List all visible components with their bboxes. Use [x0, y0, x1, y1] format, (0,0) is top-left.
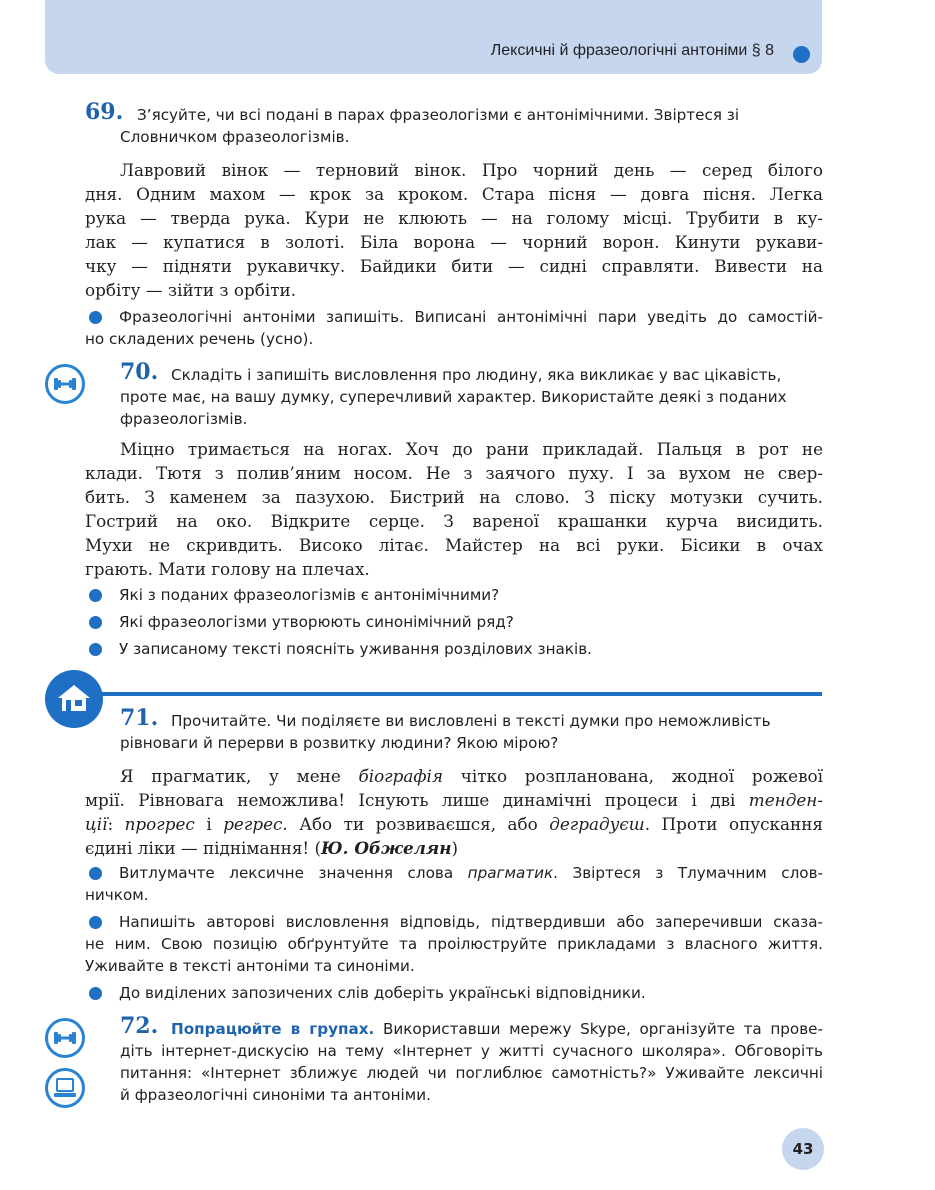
- prompt-line: діть інтернет-дискусію на тему «Інтернет у житті сучасного школяра». Обговоріть: [120, 1042, 823, 1060]
- text-span: чітко розпланована, жодної рожевої: [443, 766, 824, 786]
- bullet-line: Напишіть авторові висловлення відповідь, підтвердивши або заперечивши сказа-: [119, 913, 823, 931]
- text-line: Лавровий вінок — терновий вінок. Про чорний день — серед білого: [120, 160, 823, 180]
- bullet-line: У записаному тексті поясніть уживання розділових знаків.: [119, 640, 592, 658]
- text-span: і: [194, 814, 224, 834]
- highlighted-word: біографія: [358, 766, 444, 786]
- dumbbell-icon: [45, 364, 85, 404]
- highlighted-word: прагматик: [467, 864, 554, 882]
- page-number: 43: [782, 1128, 824, 1170]
- prompt-line: Словничком фразеологізмів.: [120, 128, 350, 146]
- group-work-label: Попрацюйте в групах.: [171, 1020, 375, 1038]
- text-line: Мухи не скривдить. Високо літає. Майстер на всі руки. Бісики в очах: [85, 535, 823, 555]
- text-span: Витлумачте лексичне значення слова: [119, 864, 468, 882]
- text-span: ): [451, 838, 459, 858]
- text-line: бить. З каменем за пазухою. Бистрий на слово. З піску мотузки сучить.: [85, 487, 823, 507]
- section-divider: [98, 692, 822, 696]
- bullet-line: [119, 862, 823, 884]
- bullet-line: Які фразеологізми утворюють синонімічний ряд?: [119, 613, 514, 631]
- highlighted-word: ції: [85, 814, 108, 834]
- text-span: мрії. Рівновага неможлива! Існують лише динамічні процеси і дві: [85, 790, 749, 810]
- bullet-icon: [89, 311, 102, 324]
- task-69-prompt: [85, 99, 823, 148]
- task-71-text: [85, 764, 823, 860]
- text-line: чку — підняти рукавичку. Байдики бити — сидні справляти. Вивести на: [85, 256, 823, 276]
- header-dot-icon: [793, 46, 810, 63]
- highlighted-word: прогрес: [124, 814, 195, 834]
- text-line: [85, 812, 823, 836]
- task-69-text-cont: [85, 182, 823, 302]
- bullet-line: До виділених запозичених слів доберіть українські відповідники.: [119, 984, 646, 1002]
- header-band: [45, 0, 822, 74]
- text-line: [85, 836, 823, 860]
- text-line: орбіту — зійти з орбіти.: [85, 280, 297, 300]
- text-span: . Звіртеся з Тлумачним слов-: [553, 864, 824, 882]
- bullet-line: Які з поданих фразеологізмів є антонімічними?: [119, 586, 500, 604]
- prompt-line: й фразеологічні синоніми та антоніми.: [120, 1086, 431, 1104]
- text-span: . Проти опускання: [644, 814, 823, 834]
- author-name: Ю. Обжелян: [321, 838, 452, 858]
- prompt-line: фразеологізмів.: [120, 410, 248, 428]
- bullet-icon: [89, 616, 102, 629]
- bullet-line: ничком.: [85, 886, 149, 904]
- task-71-prompt: [85, 705, 823, 754]
- laptop-icon: [45, 1068, 85, 1108]
- highlighted-word: тенден-: [748, 790, 823, 810]
- task-number: 71.: [120, 705, 159, 731]
- highlighted-word: регрес: [223, 814, 283, 834]
- bullet-icon: [89, 589, 102, 602]
- prompt-line: питання: «Інтернет зближує людей чи поглиблює самотність?» Уживайте лексичні: [120, 1064, 823, 1082]
- text-line: дня. Одним махом — крок за кроком. Стара пісня — довга пісня. Легка: [85, 184, 823, 204]
- text-line: Гострий на око. Відкрите серце. З вареної крашанки курча висидить.: [85, 511, 823, 531]
- task-number: 72.: [120, 1013, 159, 1039]
- prompt-line: Прочитайте. Чи поділяєте ви висловлені в тексті думки про неможливість: [171, 712, 771, 730]
- text-span: єдині ліки — піднімання! (: [85, 838, 322, 858]
- task-number: 70.: [120, 359, 159, 385]
- bullet-line: но складених речень (усно).: [85, 330, 314, 348]
- task-71-bullets: [85, 862, 823, 1004]
- text-line: рука — тверда рука. Кури не клюють — на голому місці. Трубити в ку-: [85, 208, 823, 228]
- text-span: . Або ти розвиваєшся, або: [282, 814, 550, 834]
- task-72-prompt: [85, 1013, 823, 1106]
- text-line: Міцно тримається на ногах. Хоч до рани прикладай. Пальця в рот не: [120, 439, 823, 459]
- task-70-bullets: [85, 584, 823, 660]
- bullet-line: Фразеологічні антоніми запишіть. Виписані антонімічні пари уведіть до самостій-: [119, 308, 823, 326]
- text-line: [85, 764, 823, 788]
- text-line: клади. Тютя з полив’яним носом. Не з заячого пуху. І за вухом не свер-: [85, 463, 823, 483]
- task-69-bullet: [85, 306, 823, 350]
- task-70-prompt: [85, 359, 823, 430]
- section-title: Лексичні й фразеологічні антоніми § 8: [490, 42, 774, 59]
- prompt-line: рівноваги й перерви в розвитку людини? Якою мірою?: [120, 734, 559, 752]
- text-line: лак — купатися в золоті. Біла ворона — чорний ворон. Кинути рукави-: [85, 232, 823, 252]
- text-line: [85, 788, 823, 812]
- bullet-icon: [89, 987, 102, 1000]
- bullet-icon: [89, 643, 102, 656]
- bullet-icon: [89, 916, 102, 929]
- text-span: :: [107, 814, 125, 834]
- text-line: грають. Мати голову на плечах.: [85, 559, 370, 579]
- prompt-line: Складіть і запишіть висловлення про людину, яка викликає у вас цікавість,: [171, 366, 782, 384]
- bullet-line: не ним. Свою позицію обґрунтуйте та проілюструйте прикладами з власного життя.: [85, 935, 823, 953]
- prompt-line: [85, 1018, 823, 1040]
- task-69-text: [120, 158, 823, 182]
- task-70-text: [85, 437, 823, 581]
- text-span: Я прагматик, у мене: [120, 766, 359, 786]
- bullet-icon: [89, 867, 102, 880]
- dumbbell-icon: [45, 1018, 85, 1058]
- bullet-line: Уживайте в тексті антоніми та синоніми.: [85, 957, 415, 975]
- highlighted-word: деградуєш: [549, 814, 645, 834]
- text-span: Використавши мережу Skype, організуйте та прове-: [374, 1020, 823, 1038]
- prompt-line: З’ясуйте, чи всі подані в парах фразеологізми є антонімічними. Звіртеся зі: [137, 106, 740, 124]
- prompt-line: проте має, на вашу думку, суперечливий характер. Використайте деякі з поданих: [120, 388, 787, 406]
- task-number: 69.: [85, 99, 124, 125]
